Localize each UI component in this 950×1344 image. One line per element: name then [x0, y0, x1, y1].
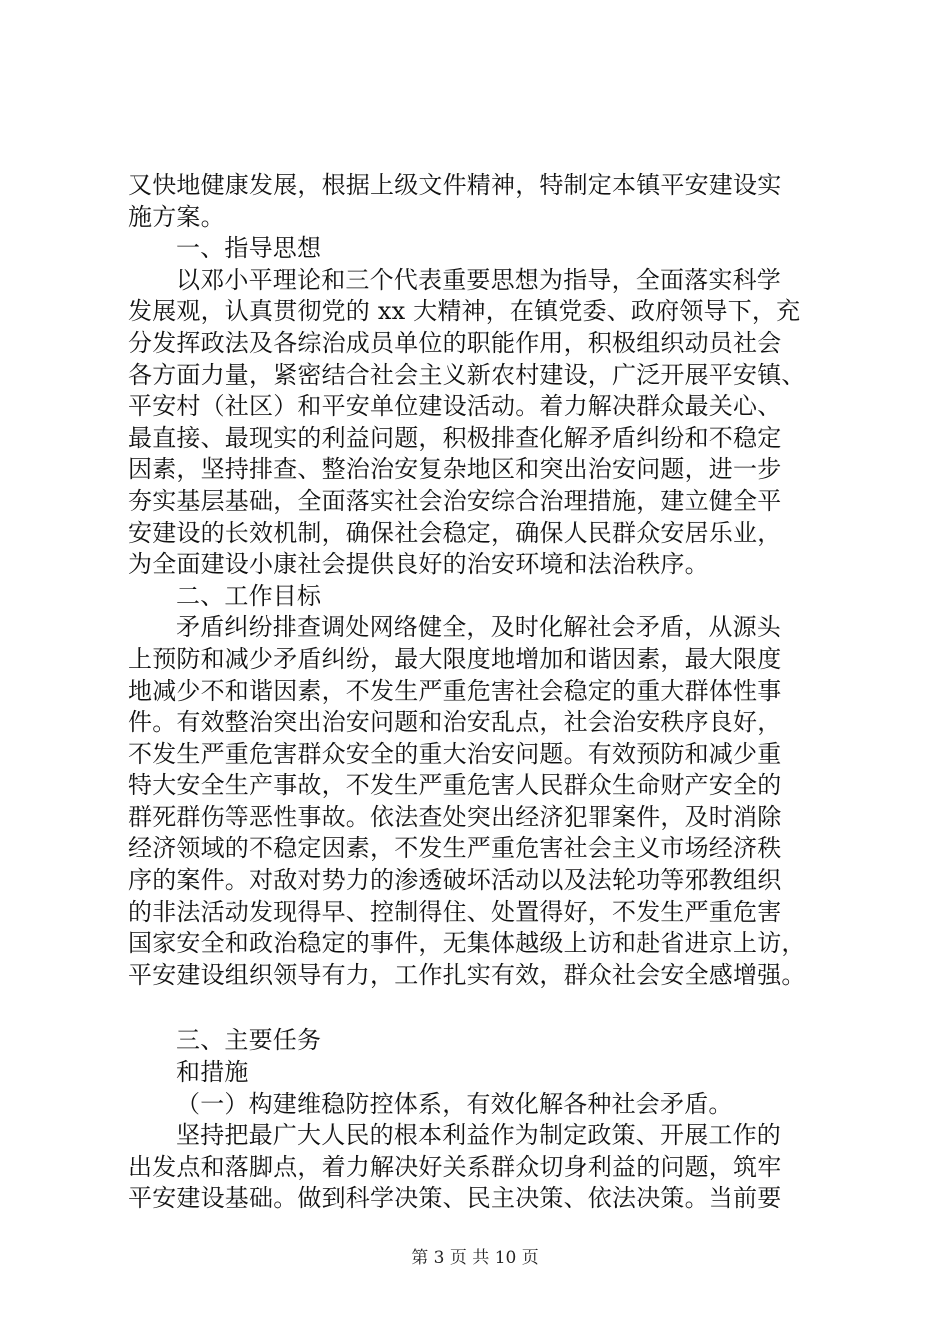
text-line: 以邓小平理论和三个代表重要思想为指导，全面落实科学 [176, 265, 781, 294]
page-footer: 第 3 页 共 10 页 [411, 1248, 539, 1268]
text-line: 又快地健康发展，根据上级文件精神，特制定本镇平安建设实 [128, 171, 782, 199]
text-line: 特大安全生产事故，不发生严重危害人民群众生命财产安全的 [128, 771, 782, 800]
text-line: 为全面建设小康社会提供良好的治安环境和法治秩序。 [128, 550, 709, 579]
text-line: 平安建设组织领导有力，工作扎实有效，群众社会安全感增强。 [128, 960, 806, 989]
text-line: 经济领域的不稳定因素，不发生严重危害社会主义市场经济秩 [128, 834, 782, 863]
text-line: 施方案。 [128, 202, 225, 231]
text-line: 平安建设基础。做到科学决策、民主决策、依法决策。当前要 [128, 1184, 782, 1213]
text-line: 各方面力量，紧密结合社会主义新农村建设，广泛开展平安镇、 [128, 360, 806, 389]
text-line: 平安村（社区）和平安单位建设活动。着力解决群众最关心、 [128, 392, 782, 421]
text-line: 出发点和落脚点，着力解决好关系群众切身利益的问题，筑牢 [128, 1152, 782, 1181]
text-line: 夯实基层基础，全面落实社会治安综合治理措施，建立健全平 [128, 486, 782, 515]
text-line: 的非法活动发现得早、控制得住、处置得好，不发生严重危害 [128, 897, 782, 926]
text-line: 二、工作目标 [176, 581, 322, 610]
text-line: 群死群伤等恶性事故。依法查处突出经济犯罪案件，及时消除 [128, 802, 782, 831]
text-line: 三、主要任务 [176, 1026, 322, 1055]
text-line: 件。有效整治突出治安问题和治安乱点，社会治安秩序良好， [128, 708, 782, 737]
text-line: 因素，坚持排查、整治治安复杂地区和突出治安问题，进一步 [128, 455, 782, 484]
text-line: 和措施 [176, 1058, 249, 1087]
text-line: 一、指导思想 [176, 234, 322, 263]
text-line: 最直接、最现实的利益问题，积极排查化解矛盾纠纷和不稳定 [128, 423, 782, 452]
text-line: 坚持把最广大人民的根本利益作为制定政策、开展工作的 [176, 1121, 781, 1150]
document-body [128, 170, 838, 1215]
text-line: 序的案件。对敌对势力的渗透破坏活动以及法轮功等邪教组织 [128, 866, 782, 895]
text-line: 不发生严重危害群众安全的重大治安问题。有效预防和减少重 [128, 739, 782, 768]
text-line: 矛盾纠纷排查调处网络健全，及时化解社会矛盾，从源头 [176, 613, 781, 642]
text-line: 国家安全和政治稳定的事件，无集体越级上访和赴省进京上访， [128, 929, 806, 958]
text-line: 上预防和减少矛盾纠纷，最大限度地增加和谐因素，最大限度 [128, 644, 782, 673]
text-line: （一）构建维稳防控体系，有效化解各种社会矛盾。 [176, 1089, 733, 1118]
text-line: 发展观，认真贯彻党的 xx 大精神，在镇党委、政府领导下，充 [128, 297, 801, 326]
text-line: 地减少不和谐因素，不发生严重危害社会稳定的重大群体性事 [128, 676, 782, 705]
text-line: 分发挥政法及各综治成员单位的职能作用，积极组织动员社会 [128, 328, 782, 357]
paragraph-gap [128, 991, 838, 1025]
text-line: 安建设的长效机制，确保社会稳定，确保人民群众安居乐业， [128, 518, 782, 547]
